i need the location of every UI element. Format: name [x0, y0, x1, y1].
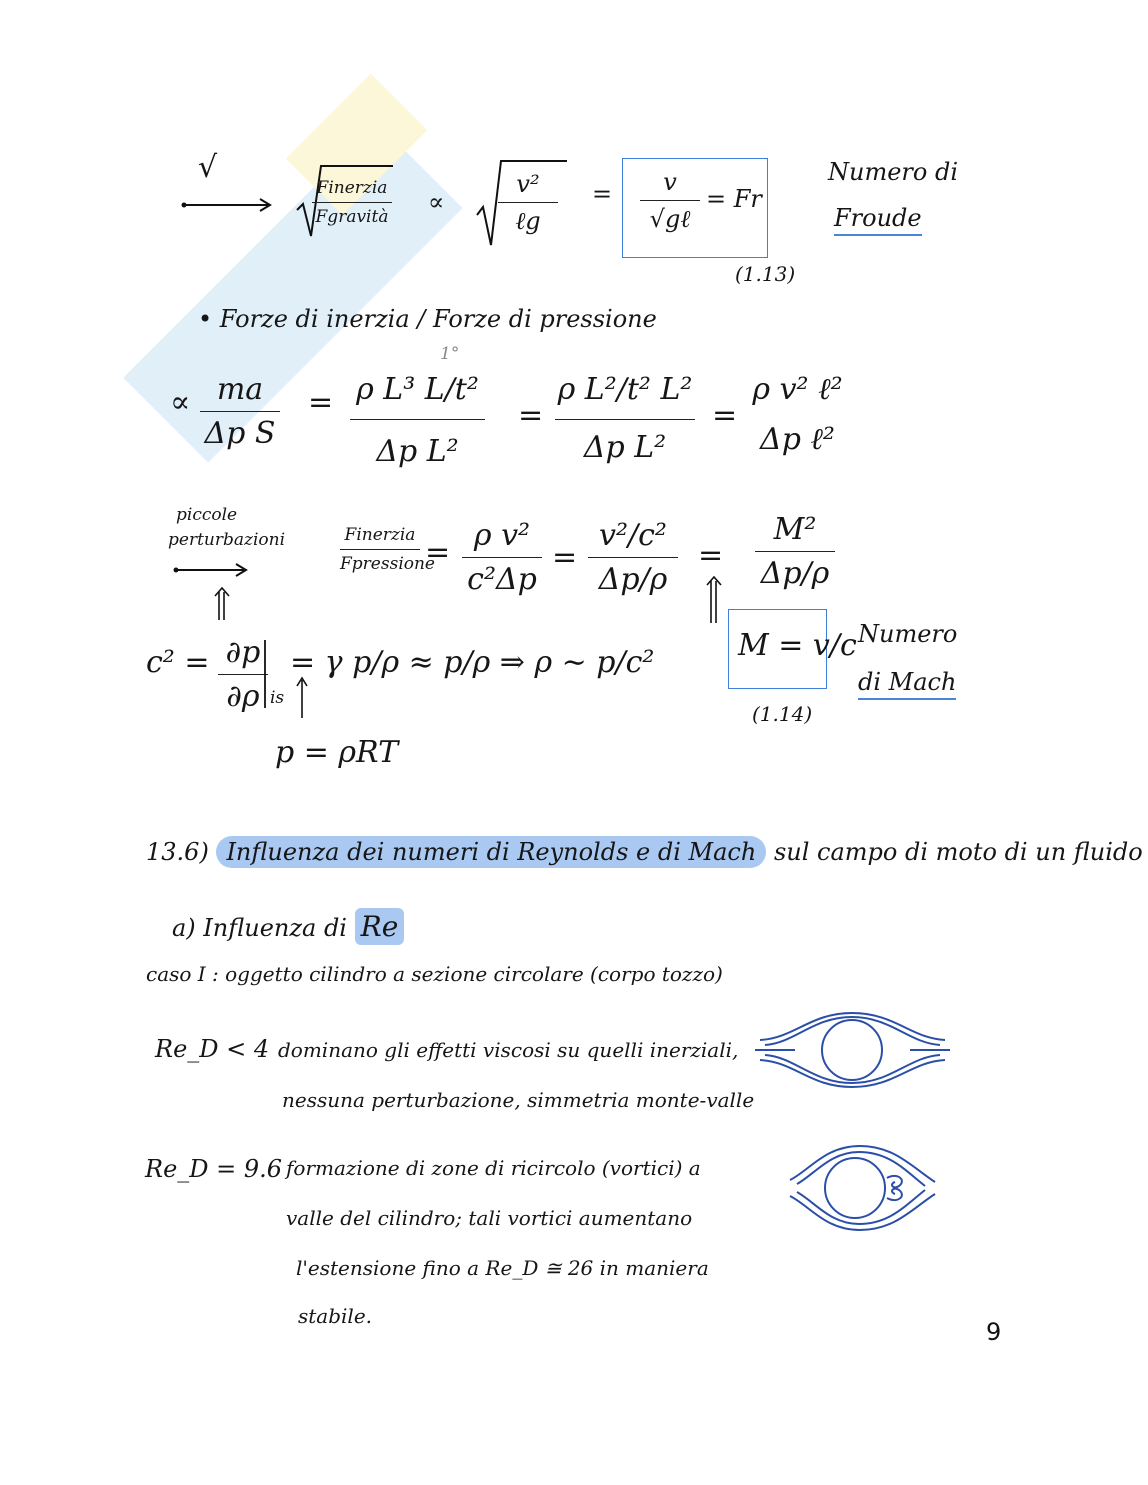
section-highlight: Influenza dei numeri di Reynolds e di Mach — [216, 836, 766, 868]
ip-frac-2-num: ρ L³ L/t² — [356, 372, 479, 407]
c2-frac-den: ∂ρ — [226, 679, 260, 714]
caso-line: caso I : oggetto cilindro a sezione circolare (corpo tozzo) — [146, 962, 723, 986]
mach-fin-frac — [340, 525, 435, 574]
bullet-forces: • Forze di inerzia / Forze di pressione — [198, 305, 657, 333]
ip-frac-4 — [745, 372, 850, 457]
c2-frac — [218, 635, 268, 714]
re-lt-4-line-2: nessuna perturbazione, simmetria monte-valle — [282, 1088, 755, 1112]
section-heading — [146, 838, 1143, 866]
mach-fin-num: Finerzia — [344, 525, 416, 545]
ip-frac-3-den: Δp L² — [583, 430, 667, 465]
ip-frac-4-den: Δp ℓ² — [760, 422, 835, 457]
equals-5: = — [425, 535, 451, 570]
froude-ratio — [312, 178, 392, 227]
froude-box-den: √gℓ — [649, 205, 691, 233]
equals-2: = — [308, 385, 334, 420]
froude-label-1: Numero di — [828, 158, 959, 186]
ip-frac-1-den: Δp S — [204, 416, 276, 451]
eval-bar — [262, 640, 268, 710]
mach-frac-2 — [588, 518, 678, 597]
cylinder-circle-1 — [822, 1020, 882, 1080]
cylinder-circle-2 — [825, 1158, 885, 1218]
froude-label-2: Froude — [834, 204, 922, 236]
re-9-6-line-4: stabile. — [298, 1304, 373, 1328]
c2-rest: = γ p/ρ ≈ p/ρ ⇒ ρ ∼ p/c² — [290, 645, 655, 680]
propto-1: ∝ — [428, 188, 445, 216]
froude-box-num: v — [663, 168, 677, 196]
equals-3: = — [518, 398, 544, 433]
vortex-streamline-lower-2 — [797, 1190, 925, 1224]
ip-frac-2 — [350, 372, 485, 469]
c2-frac-num: ∂p — [225, 635, 261, 670]
froude-eq-number: (1.13) — [735, 262, 796, 286]
equals-4: = — [712, 398, 738, 433]
perturb-line-2: perturbazioni — [168, 530, 286, 550]
ip-frac-4-num: ρ v² ℓ² — [752, 372, 843, 407]
equals-1: = — [592, 180, 613, 208]
re-lt-4-label: Re_D < 4 — [155, 1035, 270, 1063]
froude-box-frac — [640, 168, 700, 234]
mach-eq-number: (1.14) — [752, 702, 813, 726]
re-9-6-line-1: formazione di zone di ricircolo (vortici) a — [286, 1156, 701, 1180]
froude-sqrt-den: ℓg — [515, 207, 541, 235]
froude-result: = Fr — [706, 185, 762, 213]
subsection-a-highlight: Re — [355, 908, 405, 945]
mach-frac-1-den: c²Δp — [467, 562, 537, 597]
page-number: 9 — [986, 1318, 1002, 1346]
froude-ratio-den: Fgravità — [315, 207, 389, 227]
mach-fin-den: Fpressione — [340, 554, 435, 574]
implies-arrow — [180, 195, 280, 215]
subsection-a-prefix: a) Influenza di — [172, 914, 347, 942]
froude-sqrt-frac — [498, 170, 558, 236]
vortex-upper — [887, 1176, 902, 1187]
up-double-arrow-2 — [704, 575, 724, 625]
perturb-arrow — [172, 560, 252, 580]
mach-frac-1 — [462, 518, 542, 597]
up-double-arrow-1 — [212, 586, 232, 622]
ip-frac-1-num: ma — [216, 372, 264, 407]
mach-frac-2-num: v²/c² — [599, 518, 667, 553]
flow-diagram-symmetric — [755, 1005, 950, 1095]
mach-frac-2-den: Δp/ρ — [598, 562, 668, 597]
flow-diagram-vortices — [785, 1140, 940, 1235]
mach-label-1: Numero — [858, 620, 958, 648]
c2-lhs: c² = — [146, 645, 210, 680]
mach-box-content: M = v/c — [738, 628, 857, 663]
froude-sqrt-num: v² — [516, 170, 540, 198]
vortex-streamline-upper-2 — [797, 1152, 925, 1186]
c2-sub: is — [270, 688, 285, 708]
ip-frac-3-num: ρ L²/t² L² — [557, 372, 693, 407]
re-9-6-label: Re_D = 9.6 — [145, 1155, 283, 1183]
vortex-lower — [887, 1189, 902, 1200]
section-number: 13.6) — [146, 838, 209, 866]
perturb-line-1: piccole — [176, 505, 238, 525]
up-arrow-state — [294, 676, 310, 720]
ip-annotation: 1° — [440, 344, 460, 364]
mach-label-2: di Mach — [858, 668, 956, 700]
mach-frac-1-num: ρ v² — [473, 518, 531, 553]
re-lt-4-line-1: dominano gli effetti viscosi su quelli inerziali, — [278, 1038, 739, 1062]
mach-frac-3-den: Δp/ρ — [760, 556, 830, 591]
section-rest: sul campo di moto di un fluido — [773, 838, 1143, 866]
equals-7: = — [698, 538, 724, 573]
equals-6: = — [552, 540, 578, 575]
ip-frac-1 — [200, 372, 280, 451]
sqrt-symbol: √ — [198, 150, 218, 185]
propto-2: ∝ — [170, 385, 191, 420]
ip-frac-3 — [555, 372, 695, 465]
re-9-6-line-2: valle del cilindro; tali vortici aumentano — [286, 1206, 693, 1230]
re-9-6-line-3: l'estensione fino a Re_D ≅ 26 in maniera — [296, 1256, 709, 1280]
mach-frac-3 — [755, 512, 835, 591]
state-equation: p = ρRT — [275, 735, 399, 770]
froude-ratio-num: Finerzia — [316, 178, 388, 198]
mach-frac-3-num: M² — [773, 512, 817, 547]
ip-frac-2-den: Δp L² — [376, 434, 459, 469]
subsection-a — [172, 910, 404, 943]
